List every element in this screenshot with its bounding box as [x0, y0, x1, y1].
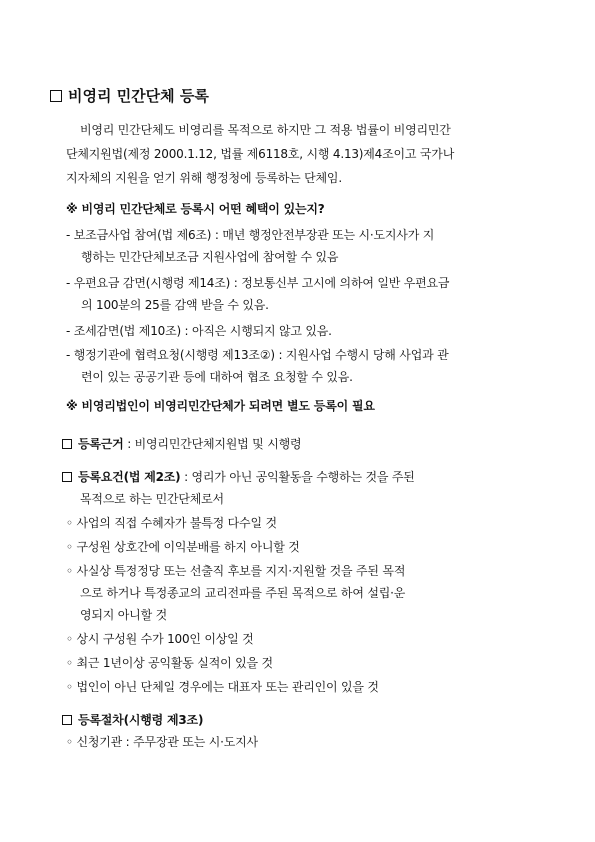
- benefit-item-cont: 련이 있는 공공기관 등에 대하여 협조 요청할 수 있음.: [81, 370, 353, 384]
- checkbox-square-icon: [62, 472, 72, 482]
- requirement-item: ◦ 법인이 아닌 단체일 경우에는 대표자 또는 관리인이 있을 것: [66, 680, 379, 694]
- intro-line: 단체지원법(제정 2000.1.12, 법률 제6118호, 시행 4.13)제4조이고 국가나: [66, 147, 455, 161]
- requirements-row: [62, 469, 415, 485]
- benefit-item: - 보조금사업 참여(법 제6조) : 매년 행정안전부장관 또는 시·도지사가 지: [66, 228, 435, 242]
- procedure-row: [62, 712, 203, 728]
- requirement-item: ◦ 사실상 특정정당 또는 선출직 후보를 지지·지원할 것을 주된 목적: [66, 564, 406, 578]
- basis-row: [62, 436, 301, 452]
- checkbox-square-icon: [62, 715, 72, 725]
- requirement-item: ◦ 상시 구성원 수가 100인 이상일 것: [66, 632, 254, 646]
- heading-text: 비영리 민간단체 등록: [68, 87, 209, 105]
- benefit-item: - 우편요금 감면(시행령 제14조) : 정보통신부 고시에 의하여 일반 우편요금: [66, 276, 450, 290]
- intro-line: 지자체의 지원을 얻기 위해 행정청에 등록하는 단체임.: [66, 171, 342, 185]
- requirement-item: ◦ 최근 1년이상 공익활동 실적이 있을 것: [66, 656, 273, 670]
- benefit-item-cont: 행하는 민간단체보조금 지원사업에 참여할 수 있음: [81, 250, 339, 264]
- procedure-label: 등록절차(시행령 제3조): [78, 713, 204, 727]
- requirement-item-cont: 으로 하거나 특정종교의 교리전파를 주된 목적으로 하여 설립·운: [80, 586, 406, 600]
- requirements-text: : 영리가 아닌 공익활동을 수행하는 것을 주된: [180, 470, 415, 484]
- basis-label: 등록근거: [78, 437, 124, 451]
- benefit-item: - 조세감면(법 제10조) : 아직은 시행되지 않고 있음.: [66, 324, 332, 338]
- requirement-item: ◦ 사업의 직접 수혜자가 불특정 다수일 것: [66, 516, 277, 530]
- benefit-item-cont: 의 100분의 25를 감액 받을 수 있음.: [81, 298, 269, 312]
- registration-note: ※ 비영리법인이 비영리민간단체가 되려면 별도 등록이 필요: [66, 399, 375, 413]
- benefits-question: ※ 비영리 민간단체로 등록시 어떤 혜택이 있는지?: [66, 202, 325, 216]
- basis-text: : 비영리민간단체지원법 및 시행령: [123, 437, 302, 451]
- intro-line: 비영리 민간단체도 비영리를 목적으로 하지만 그 적용 법률이 비영리민간: [80, 123, 451, 137]
- checkbox-square-icon: [62, 439, 72, 449]
- benefit-item: - 행정기관에 협력요청(시행령 제13조②) : 지원사업 수행시 당해 사업과 관: [66, 348, 449, 362]
- requirement-item: ◦ 구성원 상호간에 이익분배를 하지 아니할 것: [66, 540, 300, 554]
- requirements-label: 등록요건(법 제2조): [78, 470, 181, 484]
- checkbox-square-icon: [50, 90, 62, 102]
- requirement-item-cont: 영되지 아니할 것: [80, 608, 167, 622]
- procedure-item: ◦ 신청기관 : 주무장관 또는 시·도지사: [66, 735, 258, 749]
- requirements-text-cont: 목적으로 하는 민간단체로서: [80, 492, 224, 506]
- section-heading: [50, 88, 209, 104]
